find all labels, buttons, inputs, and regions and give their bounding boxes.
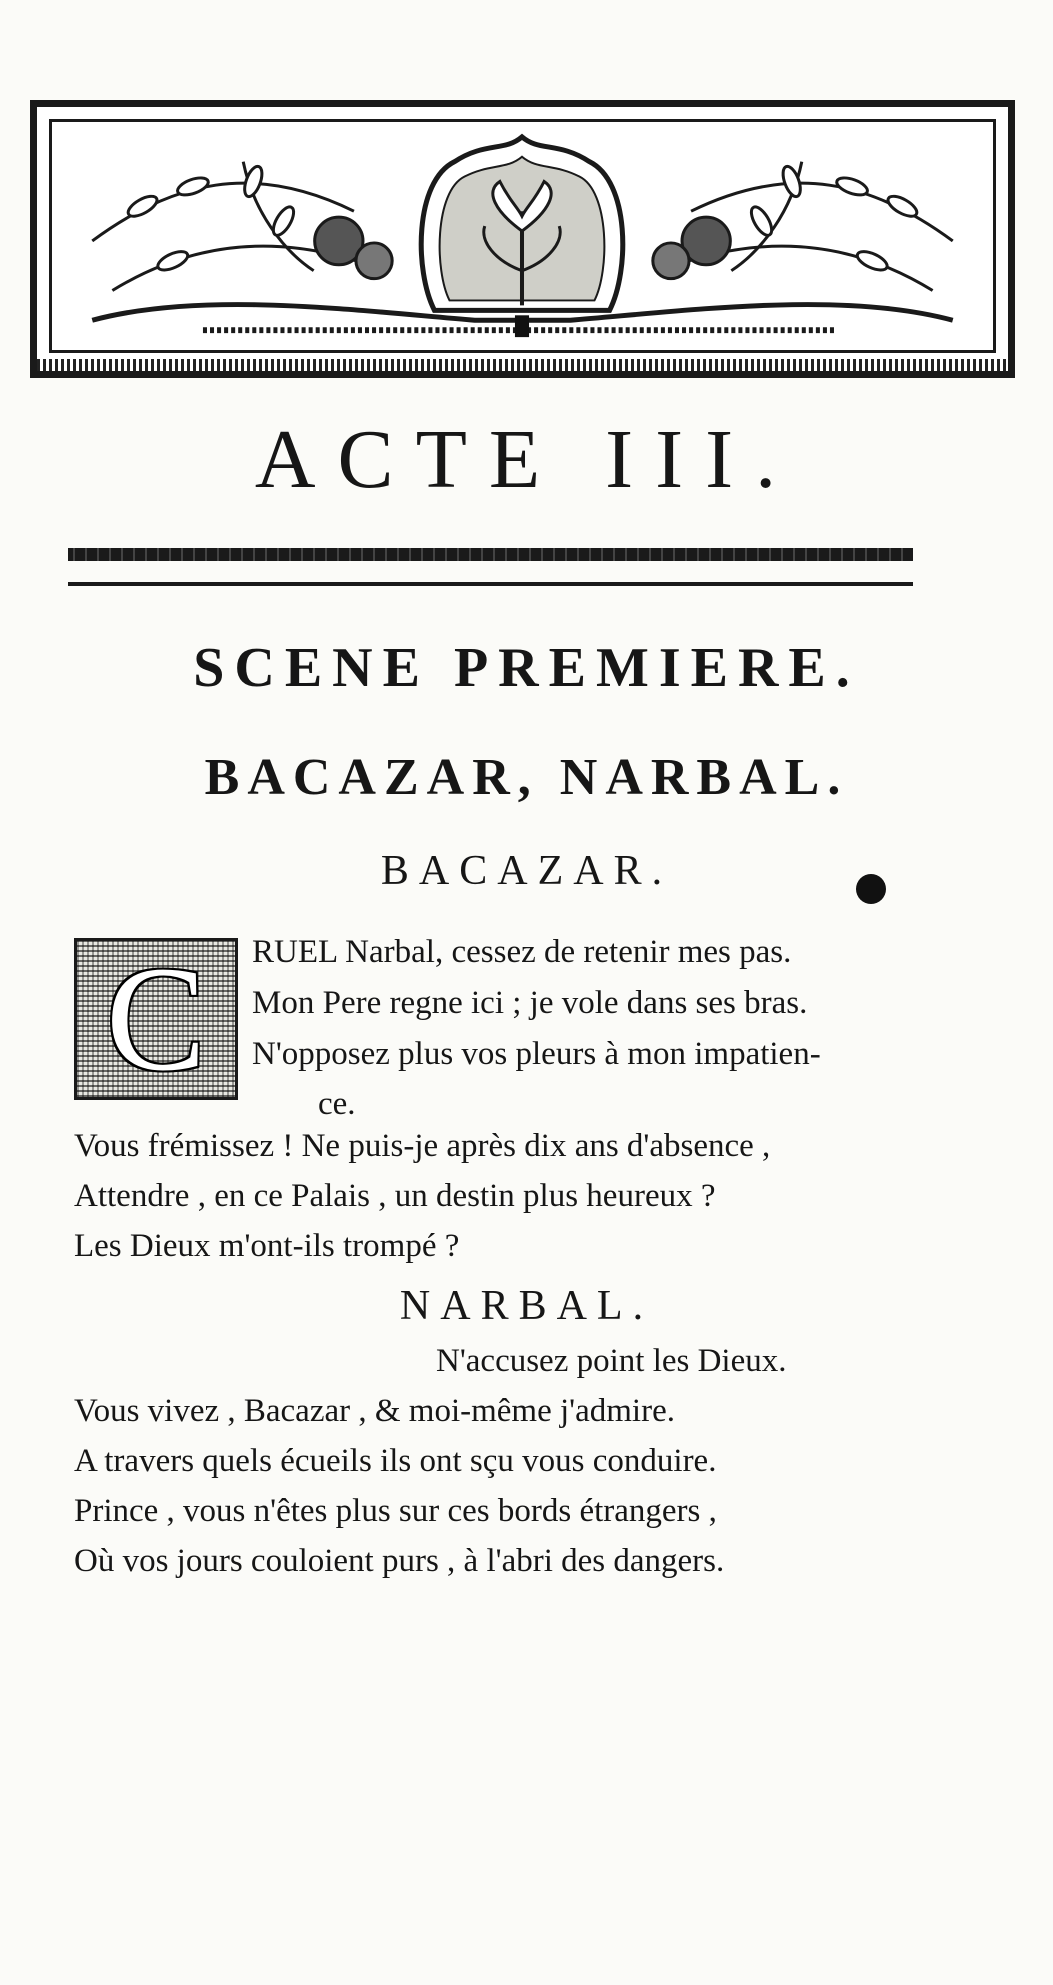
verse-line: N'accusez point les Dieux.	[436, 1343, 787, 1379]
decorative-rule-thick	[68, 548, 913, 561]
verse-line: N'opposez plus vos pleurs à mon impatien-	[252, 1036, 821, 1072]
drop-cap-letter: C	[105, 936, 207, 1102]
verse-line: RUEL Narbal, cessez de retenir mes pas.	[252, 934, 792, 970]
ornament-bottom-band	[37, 359, 1008, 371]
ornament-inner-frame	[49, 119, 996, 353]
verse-line: A travers quels écueils ils ont sçu vous conduire.	[74, 1443, 717, 1479]
speaker-narbal: NARBAL.	[399, 1283, 654, 1329]
verse-line: Vous frémissez ! Ne puis-je après dix ans d'absence ,	[74, 1128, 771, 1164]
act-title: ACTE III.	[254, 413, 799, 506]
drop-cap-ornament	[74, 938, 238, 1100]
ink-blot	[856, 874, 886, 904]
verse-line: Prince , vous n'êtes plus sur ces bords étrangers ,	[74, 1493, 717, 1529]
speaker-bacazar: BACAZAR.	[380, 848, 673, 894]
verse-line: ce.	[318, 1086, 356, 1122]
verse-line: Mon Pere regne ici ; je vole dans ses bras.	[252, 985, 808, 1021]
scene-title: SCENE PREMIERE.	[193, 637, 860, 699]
verse-line: Les Dieux m'ont-ils trompé ?	[74, 1228, 460, 1264]
headpiece-ornament	[30, 100, 1015, 378]
scene-characters: BACAZAR, NARBAL.	[204, 749, 849, 806]
verse-line: Attendre , en ce Palais , un destin plus heureux ?	[74, 1178, 716, 1214]
floral-ornament-icon	[52, 122, 993, 350]
verse-line: Où vos jours couloient purs , à l'abri des dangers.	[74, 1543, 725, 1579]
verse-line: Vous vivez , Bacazar , & moi-même j'admire.	[74, 1393, 675, 1429]
decorative-rule-thin	[68, 582, 913, 586]
